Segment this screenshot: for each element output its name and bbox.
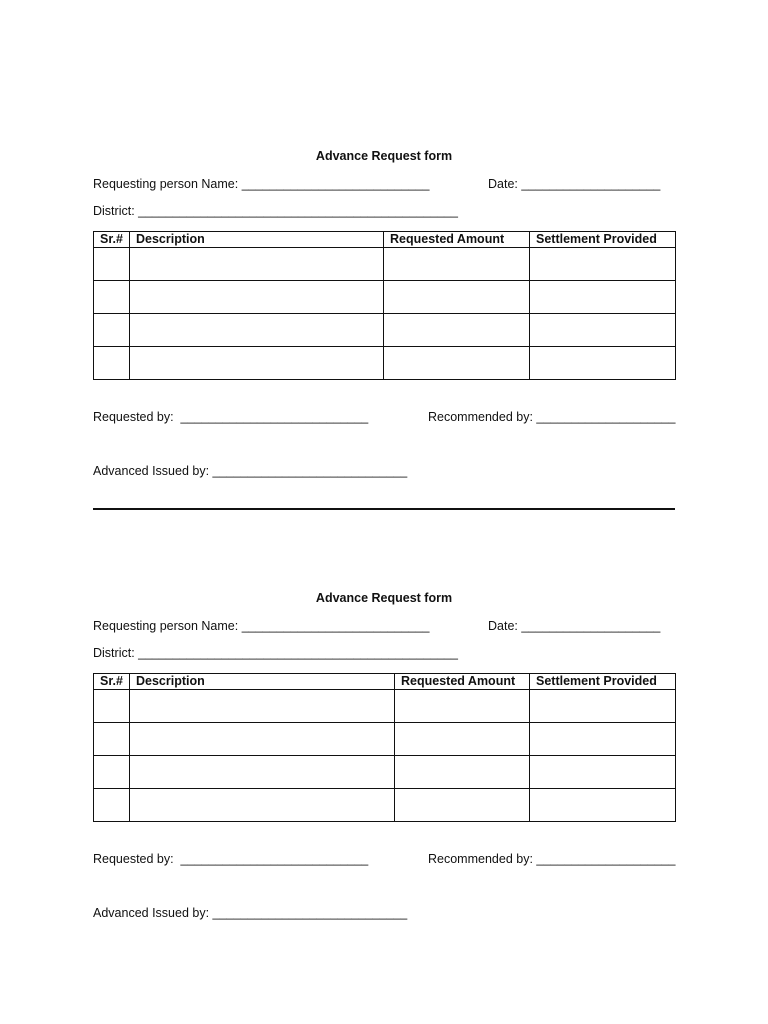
- cell-description[interactable]: [130, 789, 395, 822]
- cell-description[interactable]: [130, 314, 384, 347]
- cell-sr-no[interactable]: [94, 690, 130, 723]
- table-row: [94, 723, 676, 756]
- cell-requested-amount[interactable]: [395, 789, 530, 822]
- header-sr-no: Sr.#: [94, 232, 130, 248]
- cut-separator-line: [93, 508, 675, 510]
- cell-requested-amount[interactable]: [395, 756, 530, 789]
- cell-requested-amount[interactable]: [384, 314, 530, 347]
- table-row: [94, 756, 676, 789]
- header-sr-no: Sr.#: [94, 674, 130, 690]
- cell-settlement-provided[interactable]: [530, 281, 676, 314]
- cell-settlement-provided[interactable]: [530, 723, 676, 756]
- cell-sr-no[interactable]: [94, 347, 130, 380]
- cell-description[interactable]: [130, 690, 395, 723]
- cell-settlement-provided[interactable]: [530, 690, 676, 723]
- cell-sr-no[interactable]: [94, 789, 130, 822]
- cell-requested-amount[interactable]: [384, 248, 530, 281]
- district-field[interactable]: District: ______________________________________________: [93, 646, 458, 660]
- recommended-by-field[interactable]: Recommended by: ____________________: [428, 410, 676, 424]
- table-row: [94, 690, 676, 723]
- cell-settlement-provided[interactable]: [530, 789, 676, 822]
- header-settlement-provided: Settlement Provided: [530, 232, 676, 248]
- advanced-issued-by-field[interactable]: Advanced Issued by: ____________________________: [93, 464, 408, 478]
- cell-sr-no[interactable]: [94, 723, 130, 756]
- advance-items-table: [93, 673, 676, 822]
- table-row: [94, 248, 676, 281]
- cell-settlement-provided[interactable]: [530, 756, 676, 789]
- date-field[interactable]: Date: ____________________: [488, 177, 661, 191]
- advance-items-table: [93, 231, 676, 380]
- form-title: Advance Request form: [315, 149, 453, 163]
- cell-sr-no[interactable]: [94, 281, 130, 314]
- header-requested-amount: Requested Amount: [384, 232, 530, 248]
- header-description: Description: [130, 232, 384, 248]
- cell-settlement-provided[interactable]: [530, 248, 676, 281]
- cell-sr-no[interactable]: [94, 756, 130, 789]
- requested-by-field[interactable]: Requested by: ___________________________: [93, 852, 369, 866]
- header-requested-amount: Requested Amount: [395, 674, 530, 690]
- table-row: [94, 789, 676, 822]
- cell-requested-amount[interactable]: [384, 281, 530, 314]
- cell-description[interactable]: [130, 281, 384, 314]
- table-row: [94, 314, 676, 347]
- requesting-person-name-field[interactable]: Requesting person Name: ___________________________: [93, 619, 430, 633]
- advanced-issued-by-field[interactable]: Advanced Issued by: ____________________________: [93, 906, 408, 920]
- cell-settlement-provided[interactable]: [530, 314, 676, 347]
- cell-requested-amount[interactable]: [384, 347, 530, 380]
- date-field[interactable]: Date: ____________________: [488, 619, 661, 633]
- cell-settlement-provided[interactable]: [530, 347, 676, 380]
- cell-description[interactable]: [130, 347, 384, 380]
- header-settlement-provided: Settlement Provided: [530, 674, 676, 690]
- recommended-by-field[interactable]: Recommended by: ____________________: [428, 852, 676, 866]
- cell-sr-no[interactable]: [94, 248, 130, 281]
- cell-description[interactable]: [130, 248, 384, 281]
- cell-requested-amount[interactable]: [395, 690, 530, 723]
- cell-description[interactable]: [130, 756, 395, 789]
- cell-sr-no[interactable]: [94, 314, 130, 347]
- table-row: [94, 347, 676, 380]
- cell-description[interactable]: [130, 723, 395, 756]
- requesting-person-name-field[interactable]: Requesting person Name: ___________________________: [93, 177, 430, 191]
- requested-by-field[interactable]: Requested by: ___________________________: [93, 410, 369, 424]
- header-description: Description: [130, 674, 395, 690]
- table-row: [94, 281, 676, 314]
- table-header-row: [94, 674, 676, 690]
- cell-requested-amount[interactable]: [395, 723, 530, 756]
- table-header-row: [94, 232, 676, 248]
- form-title: Advance Request form: [315, 591, 453, 605]
- district-field[interactable]: District: ______________________________________________: [93, 204, 458, 218]
